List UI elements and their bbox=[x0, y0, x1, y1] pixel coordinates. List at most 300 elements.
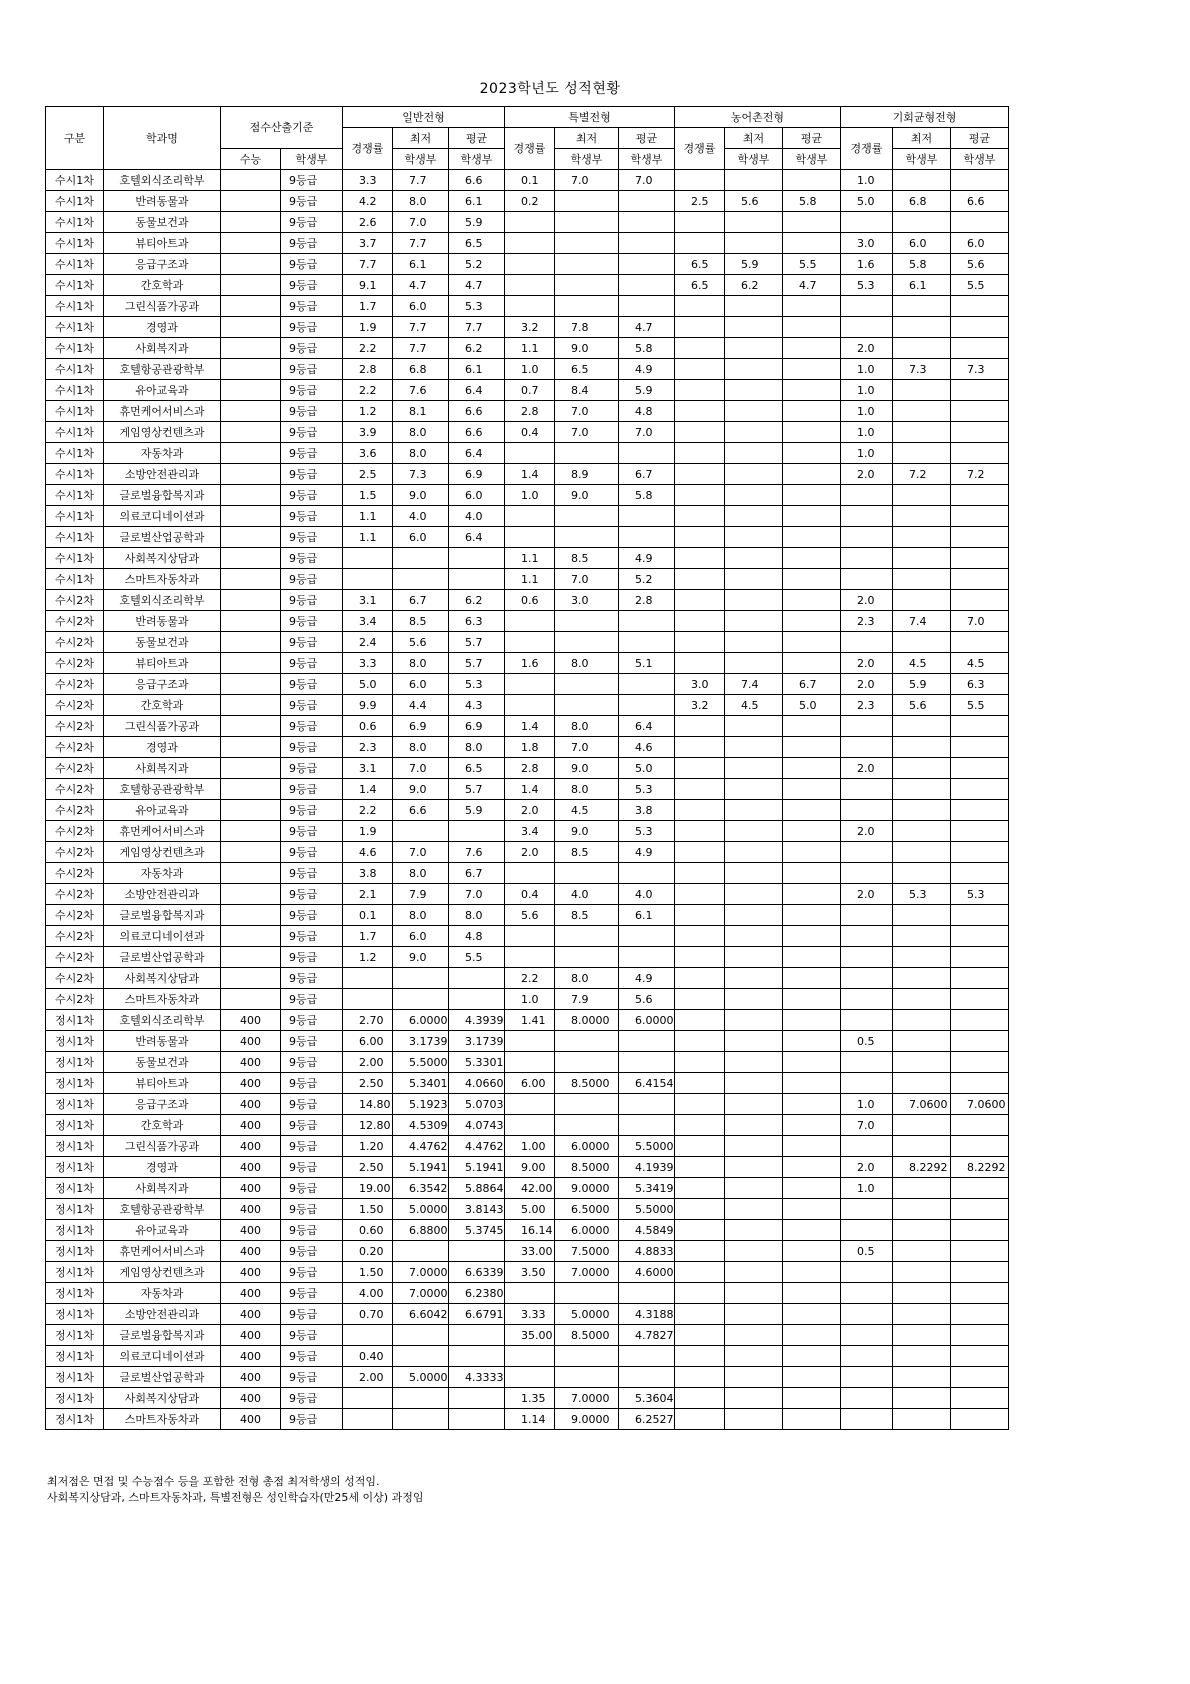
cell-special-min: 6.5000 bbox=[555, 1199, 619, 1220]
cell-rural-avg bbox=[783, 338, 841, 359]
cell-suneung: 400 bbox=[221, 1094, 281, 1115]
cell-suneung bbox=[221, 821, 281, 842]
table-row bbox=[46, 800, 1009, 821]
cell-equity-min bbox=[893, 821, 951, 842]
cell-round: 정시1차 bbox=[46, 1010, 104, 1031]
cell-rural-rate bbox=[675, 1199, 725, 1220]
cell-general-avg: 5.8864 bbox=[449, 1178, 505, 1199]
cell-special-rate bbox=[505, 926, 555, 947]
cell-suneung bbox=[221, 338, 281, 359]
cell-equity-min bbox=[893, 863, 951, 884]
cell-equity-min bbox=[893, 1241, 951, 1262]
cell-rural-rate bbox=[675, 212, 725, 233]
cell-special-rate: 0.4 bbox=[505, 422, 555, 443]
cell-equity-avg bbox=[951, 1136, 1009, 1157]
cell-special-rate bbox=[505, 1031, 555, 1052]
cell-equity-rate: 2.0 bbox=[841, 464, 893, 485]
cell-equity-rate: 1.0 bbox=[841, 170, 893, 191]
header-hakbu: 학생부 bbox=[555, 149, 619, 170]
cell-equity-avg: 5.6 bbox=[951, 254, 1009, 275]
cell-equity-rate bbox=[841, 1346, 893, 1367]
cell-rural-rate bbox=[675, 1115, 725, 1136]
cell-special-rate bbox=[505, 296, 555, 317]
cell-general-rate: 9.1 bbox=[343, 275, 393, 296]
cell-equity-min: 6.0 bbox=[893, 233, 951, 254]
cell-round: 수시2차 bbox=[46, 926, 104, 947]
cell-rural-avg bbox=[783, 380, 841, 401]
cell-general-min bbox=[393, 989, 449, 1010]
cell-rural-min bbox=[725, 653, 783, 674]
cell-rural-avg bbox=[783, 1304, 841, 1325]
table-row bbox=[46, 842, 1009, 863]
cell-suneung bbox=[221, 422, 281, 443]
cell-equity-rate: 2.3 bbox=[841, 611, 893, 632]
cell-special-rate: 1.14 bbox=[505, 1409, 555, 1430]
cell-equity-min: 5.8 bbox=[893, 254, 951, 275]
cell-rural-min: 6.2 bbox=[725, 275, 783, 296]
cell-special-rate: 1.1 bbox=[505, 569, 555, 590]
cell-special-avg: 5.0 bbox=[619, 758, 675, 779]
cell-rural-min bbox=[725, 968, 783, 989]
cell-equity-rate bbox=[841, 1220, 893, 1241]
cell-dept: 사회복지상담과 bbox=[104, 968, 221, 989]
cell-equity-avg bbox=[951, 737, 1009, 758]
cell-dept: 휴먼케어서비스과 bbox=[104, 821, 221, 842]
cell-general-min: 3.1739 bbox=[393, 1031, 449, 1052]
cell-equity-rate bbox=[841, 212, 893, 233]
cell-general-min: 4.4 bbox=[393, 695, 449, 716]
score-table bbox=[45, 106, 1009, 1430]
header-group-special: 특별전형 bbox=[505, 107, 675, 128]
cell-general-rate: 3.4 bbox=[343, 611, 393, 632]
cell-round: 수시2차 bbox=[46, 968, 104, 989]
cell-equity-avg bbox=[951, 1220, 1009, 1241]
cell-special-min bbox=[555, 1115, 619, 1136]
header-group-general: 일반전형 bbox=[343, 107, 505, 128]
cell-round: 수시2차 bbox=[46, 989, 104, 1010]
cell-dept: 그린식품가공과 bbox=[104, 1136, 221, 1157]
cell-special-avg bbox=[619, 506, 675, 527]
cell-hakbu: 9등급 bbox=[281, 296, 343, 317]
cell-equity-min: 7.0600 bbox=[893, 1094, 951, 1115]
cell-special-rate: 1.0 bbox=[505, 485, 555, 506]
cell-equity-rate: 2.0 bbox=[841, 821, 893, 842]
cell-general-min: 8.0 bbox=[393, 443, 449, 464]
cell-dept: 게임영상컨텐츠과 bbox=[104, 842, 221, 863]
cell-rural-avg bbox=[783, 233, 841, 254]
cell-round: 수시1차 bbox=[46, 527, 104, 548]
cell-round: 수시1차 bbox=[46, 191, 104, 212]
cell-general-avg bbox=[449, 548, 505, 569]
cell-special-avg: 4.8833 bbox=[619, 1241, 675, 1262]
table-row bbox=[46, 1409, 1009, 1430]
cell-rural-rate bbox=[675, 296, 725, 317]
cell-equity-avg bbox=[951, 443, 1009, 464]
cell-equity-avg bbox=[951, 716, 1009, 737]
cell-round: 정시1차 bbox=[46, 1325, 104, 1346]
cell-general-avg: 6.7 bbox=[449, 863, 505, 884]
cell-special-avg bbox=[619, 611, 675, 632]
cell-suneung bbox=[221, 737, 281, 758]
cell-rural-min bbox=[725, 947, 783, 968]
cell-equity-min bbox=[893, 506, 951, 527]
cell-rural-rate bbox=[675, 821, 725, 842]
cell-special-rate: 33.00 bbox=[505, 1241, 555, 1262]
cell-rural-min bbox=[725, 1010, 783, 1031]
cell-rural-avg bbox=[783, 758, 841, 779]
header-avg: 평균 bbox=[449, 128, 505, 149]
cell-special-avg bbox=[619, 212, 675, 233]
cell-special-min bbox=[555, 1052, 619, 1073]
cell-equity-avg: 4.5 bbox=[951, 653, 1009, 674]
cell-round: 수시1차 bbox=[46, 422, 104, 443]
cell-equity-avg bbox=[951, 863, 1009, 884]
cell-equity-avg bbox=[951, 1367, 1009, 1388]
cell-hakbu: 9등급 bbox=[281, 590, 343, 611]
cell-suneung: 400 bbox=[221, 1283, 281, 1304]
cell-special-rate: 0.7 bbox=[505, 380, 555, 401]
cell-rural-min bbox=[725, 1388, 783, 1409]
cell-equity-rate bbox=[841, 968, 893, 989]
table-row bbox=[46, 926, 1009, 947]
cell-dept: 간호학과 bbox=[104, 1115, 221, 1136]
cell-rural-rate bbox=[675, 338, 725, 359]
cell-rural-avg bbox=[783, 317, 841, 338]
cell-rural-min bbox=[725, 401, 783, 422]
cell-suneung: 400 bbox=[221, 1073, 281, 1094]
cell-special-rate: 1.41 bbox=[505, 1010, 555, 1031]
table-row bbox=[46, 863, 1009, 884]
cell-equity-rate: 2.0 bbox=[841, 653, 893, 674]
cell-rural-min bbox=[725, 1199, 783, 1220]
cell-general-avg: 6.6791 bbox=[449, 1304, 505, 1325]
cell-special-avg bbox=[619, 1367, 675, 1388]
cell-suneung bbox=[221, 905, 281, 926]
cell-rural-avg bbox=[783, 632, 841, 653]
cell-special-rate: 6.00 bbox=[505, 1073, 555, 1094]
cell-general-rate: 2.1 bbox=[343, 884, 393, 905]
cell-special-rate bbox=[505, 275, 555, 296]
cell-rural-avg bbox=[783, 569, 841, 590]
cell-suneung bbox=[221, 716, 281, 737]
cell-general-avg: 5.7 bbox=[449, 632, 505, 653]
cell-equity-min bbox=[893, 1010, 951, 1031]
table-row bbox=[46, 1262, 1009, 1283]
cell-general-min: 6.3542 bbox=[393, 1178, 449, 1199]
cell-equity-min: 5.6 bbox=[893, 695, 951, 716]
cell-dept: 사회복지과 bbox=[104, 758, 221, 779]
cell-general-min: 8.0 bbox=[393, 653, 449, 674]
cell-equity-rate: 3.0 bbox=[841, 233, 893, 254]
cell-hakbu: 9등급 bbox=[281, 527, 343, 548]
cell-suneung bbox=[221, 401, 281, 422]
cell-general-min: 9.0 bbox=[393, 947, 449, 968]
cell-special-min: 8.5000 bbox=[555, 1157, 619, 1178]
cell-equity-min bbox=[893, 338, 951, 359]
cell-general-min: 8.0 bbox=[393, 737, 449, 758]
cell-special-avg: 6.2527 bbox=[619, 1409, 675, 1430]
cell-general-min: 7.9 bbox=[393, 884, 449, 905]
cell-general-min bbox=[393, 569, 449, 590]
cell-equity-avg bbox=[951, 926, 1009, 947]
cell-general-avg: 5.7 bbox=[449, 779, 505, 800]
cell-special-min: 6.0000 bbox=[555, 1220, 619, 1241]
cell-hakbu: 9등급 bbox=[281, 506, 343, 527]
cell-general-rate: 1.1 bbox=[343, 506, 393, 527]
cell-special-avg: 5.3 bbox=[619, 821, 675, 842]
cell-equity-min bbox=[893, 926, 951, 947]
cell-equity-rate bbox=[841, 926, 893, 947]
cell-hakbu: 9등급 bbox=[281, 1094, 343, 1115]
cell-rural-avg bbox=[783, 1262, 841, 1283]
cell-suneung: 400 bbox=[221, 1325, 281, 1346]
cell-special-min: 8.5 bbox=[555, 842, 619, 863]
cell-general-min bbox=[393, 548, 449, 569]
cell-special-rate: 2.8 bbox=[505, 758, 555, 779]
cell-suneung: 400 bbox=[221, 1115, 281, 1136]
cell-dept: 경영과 bbox=[104, 317, 221, 338]
cell-general-rate: 2.50 bbox=[343, 1157, 393, 1178]
cell-rural-rate bbox=[675, 1241, 725, 1262]
cell-rural-min bbox=[725, 422, 783, 443]
cell-hakbu: 9등급 bbox=[281, 380, 343, 401]
cell-rural-min bbox=[725, 716, 783, 737]
cell-special-min bbox=[555, 1367, 619, 1388]
header-group-equity: 기회균형전형 bbox=[841, 107, 1009, 128]
cell-dept: 호텔외식조리학부 bbox=[104, 170, 221, 191]
cell-general-rate: 2.3 bbox=[343, 737, 393, 758]
cell-rural-rate bbox=[675, 842, 725, 863]
cell-round: 수시2차 bbox=[46, 695, 104, 716]
cell-special-rate: 0.1 bbox=[505, 170, 555, 191]
cell-general-rate: 4.2 bbox=[343, 191, 393, 212]
cell-general-min bbox=[393, 1241, 449, 1262]
cell-rural-avg bbox=[783, 821, 841, 842]
cell-rural-rate: 3.2 bbox=[675, 695, 725, 716]
cell-general-min: 8.0 bbox=[393, 191, 449, 212]
cell-special-rate: 1.1 bbox=[505, 338, 555, 359]
cell-special-avg: 5.2 bbox=[619, 569, 675, 590]
cell-general-avg: 6.9 bbox=[449, 716, 505, 737]
cell-equity-min bbox=[893, 1073, 951, 1094]
cell-general-rate: 3.9 bbox=[343, 422, 393, 443]
cell-round: 정시1차 bbox=[46, 1388, 104, 1409]
table-row bbox=[46, 1073, 1009, 1094]
cell-equity-avg: 8.2292 bbox=[951, 1157, 1009, 1178]
cell-special-rate: 1.4 bbox=[505, 464, 555, 485]
table-row bbox=[46, 1178, 1009, 1199]
cell-rural-min bbox=[725, 464, 783, 485]
cell-suneung bbox=[221, 359, 281, 380]
cell-dept: 스마트자동차과 bbox=[104, 1409, 221, 1430]
cell-equity-rate: 2.0 bbox=[841, 338, 893, 359]
cell-general-rate: 2.2 bbox=[343, 338, 393, 359]
cell-equity-min: 5.9 bbox=[893, 674, 951, 695]
header-rate: 경쟁률 bbox=[343, 128, 393, 170]
cell-equity-avg bbox=[951, 1178, 1009, 1199]
cell-rural-min bbox=[725, 1115, 783, 1136]
cell-round: 정시1차 bbox=[46, 1136, 104, 1157]
table-row bbox=[46, 758, 1009, 779]
cell-rural-min bbox=[725, 1136, 783, 1157]
cell-dept: 호텔외식조리학부 bbox=[104, 1010, 221, 1031]
cell-equity-min bbox=[893, 212, 951, 233]
table-row bbox=[46, 989, 1009, 1010]
cell-equity-avg bbox=[951, 1304, 1009, 1325]
header-hakbu: 학생부 bbox=[725, 149, 783, 170]
cell-general-rate: 1.7 bbox=[343, 296, 393, 317]
cell-hakbu: 9등급 bbox=[281, 821, 343, 842]
cell-special-min bbox=[555, 212, 619, 233]
cell-rural-rate bbox=[675, 1409, 725, 1430]
cell-rural-avg bbox=[783, 548, 841, 569]
cell-special-min bbox=[555, 695, 619, 716]
cell-hakbu: 9등급 bbox=[281, 1052, 343, 1073]
cell-dept: 반려동물과 bbox=[104, 191, 221, 212]
cell-special-min: 9.0 bbox=[555, 821, 619, 842]
cell-rural-min bbox=[725, 1283, 783, 1304]
cell-suneung bbox=[221, 506, 281, 527]
cell-rural-avg bbox=[783, 1220, 841, 1241]
cell-suneung bbox=[221, 548, 281, 569]
cell-round: 수시1차 bbox=[46, 380, 104, 401]
cell-special-avg: 5.1 bbox=[619, 653, 675, 674]
cell-rural-rate bbox=[675, 1052, 725, 1073]
cell-general-min: 7.0000 bbox=[393, 1262, 449, 1283]
cell-rural-min bbox=[725, 989, 783, 1010]
cell-special-rate bbox=[505, 947, 555, 968]
cell-general-min: 7.7 bbox=[393, 338, 449, 359]
cell-general-rate: 3.8 bbox=[343, 863, 393, 884]
cell-equity-min: 8.2292 bbox=[893, 1157, 951, 1178]
cell-equity-avg bbox=[951, 1073, 1009, 1094]
cell-hakbu: 9등급 bbox=[281, 695, 343, 716]
cell-suneung bbox=[221, 590, 281, 611]
cell-general-avg: 4.3333 bbox=[449, 1367, 505, 1388]
cell-general-rate: 4.00 bbox=[343, 1283, 393, 1304]
cell-general-rate: 2.2 bbox=[343, 800, 393, 821]
table-row bbox=[46, 905, 1009, 926]
cell-suneung: 400 bbox=[221, 1031, 281, 1052]
cell-rural-min bbox=[725, 632, 783, 653]
cell-rural-avg bbox=[783, 926, 841, 947]
cell-equity-rate bbox=[841, 1010, 893, 1031]
cell-general-avg: 6.2380 bbox=[449, 1283, 505, 1304]
cell-general-min: 6.9 bbox=[393, 716, 449, 737]
cell-equity-rate bbox=[841, 1262, 893, 1283]
table-row bbox=[46, 716, 1009, 737]
cell-rural-min bbox=[725, 212, 783, 233]
cell-general-min: 7.0 bbox=[393, 842, 449, 863]
cell-rural-avg bbox=[783, 1157, 841, 1178]
cell-equity-avg bbox=[951, 1199, 1009, 1220]
cell-equity-avg bbox=[951, 1325, 1009, 1346]
cell-equity-rate bbox=[841, 1325, 893, 1346]
table-row bbox=[46, 359, 1009, 380]
cell-equity-avg: 7.0 bbox=[951, 611, 1009, 632]
cell-special-rate: 3.33 bbox=[505, 1304, 555, 1325]
cell-special-avg: 5.9 bbox=[619, 380, 675, 401]
cell-hakbu: 9등급 bbox=[281, 212, 343, 233]
cell-hakbu: 9등급 bbox=[281, 737, 343, 758]
cell-general-min bbox=[393, 968, 449, 989]
cell-general-rate: 14.80 bbox=[343, 1094, 393, 1115]
cell-special-rate bbox=[505, 1094, 555, 1115]
cell-special-min: 7.0 bbox=[555, 401, 619, 422]
cell-rural-avg: 5.5 bbox=[783, 254, 841, 275]
cell-special-rate: 1.35 bbox=[505, 1388, 555, 1409]
cell-general-min: 6.1 bbox=[393, 254, 449, 275]
cell-rural-min: 5.6 bbox=[725, 191, 783, 212]
cell-general-avg: 5.3301 bbox=[449, 1052, 505, 1073]
footnotes bbox=[47, 1474, 423, 1506]
cell-round: 수시1차 bbox=[46, 338, 104, 359]
cell-equity-min bbox=[893, 779, 951, 800]
cell-hakbu: 9등급 bbox=[281, 989, 343, 1010]
cell-special-avg bbox=[619, 296, 675, 317]
cell-dept: 스마트자동차과 bbox=[104, 989, 221, 1010]
header-min: 최저 bbox=[555, 128, 619, 149]
cell-rural-avg bbox=[783, 359, 841, 380]
cell-equity-avg bbox=[951, 1409, 1009, 1430]
cell-rural-avg bbox=[783, 611, 841, 632]
cell-hakbu: 9등급 bbox=[281, 1304, 343, 1325]
cell-rural-rate bbox=[675, 1136, 725, 1157]
cell-general-rate bbox=[343, 1409, 393, 1430]
cell-special-min: 8.5000 bbox=[555, 1073, 619, 1094]
cell-general-min: 5.1923 bbox=[393, 1094, 449, 1115]
table-row bbox=[46, 254, 1009, 275]
cell-general-avg: 5.5 bbox=[449, 947, 505, 968]
cell-special-avg bbox=[619, 1052, 675, 1073]
cell-round: 수시2차 bbox=[46, 821, 104, 842]
cell-general-rate: 9.9 bbox=[343, 695, 393, 716]
cell-dept: 사회복지과 bbox=[104, 338, 221, 359]
cell-rural-min: 5.9 bbox=[725, 254, 783, 275]
cell-equity-min: 7.2 bbox=[893, 464, 951, 485]
table-row bbox=[46, 968, 1009, 989]
cell-rural-min bbox=[725, 317, 783, 338]
cell-equity-avg: 5.5 bbox=[951, 275, 1009, 296]
cell-special-rate bbox=[505, 212, 555, 233]
cell-special-avg bbox=[619, 1094, 675, 1115]
cell-special-rate bbox=[505, 233, 555, 254]
cell-suneung bbox=[221, 632, 281, 653]
cell-equity-rate bbox=[841, 1304, 893, 1325]
cell-dept: 글로벌융합복지과 bbox=[104, 1325, 221, 1346]
cell-rural-min bbox=[725, 443, 783, 464]
cell-equity-rate bbox=[841, 842, 893, 863]
cell-general-avg: 6.5 bbox=[449, 758, 505, 779]
cell-general-avg: 4.0 bbox=[449, 506, 505, 527]
cell-hakbu: 9등급 bbox=[281, 485, 343, 506]
cell-rural-min bbox=[725, 506, 783, 527]
cell-hakbu: 9등급 bbox=[281, 716, 343, 737]
cell-dept: 게임영상컨텐츠과 bbox=[104, 422, 221, 443]
cell-rural-avg bbox=[783, 1094, 841, 1115]
cell-special-avg: 4.5849 bbox=[619, 1220, 675, 1241]
cell-hakbu: 9등급 bbox=[281, 338, 343, 359]
header-min: 최저 bbox=[393, 128, 449, 149]
cell-special-avg: 7.0 bbox=[619, 170, 675, 191]
cell-round: 수시2차 bbox=[46, 611, 104, 632]
cell-special-avg: 4.6000 bbox=[619, 1262, 675, 1283]
cell-suneung bbox=[221, 926, 281, 947]
cell-special-avg bbox=[619, 443, 675, 464]
cell-general-avg: 6.3 bbox=[449, 611, 505, 632]
header-hakbu: 학생부 bbox=[281, 149, 343, 170]
cell-general-min: 5.1941 bbox=[393, 1157, 449, 1178]
